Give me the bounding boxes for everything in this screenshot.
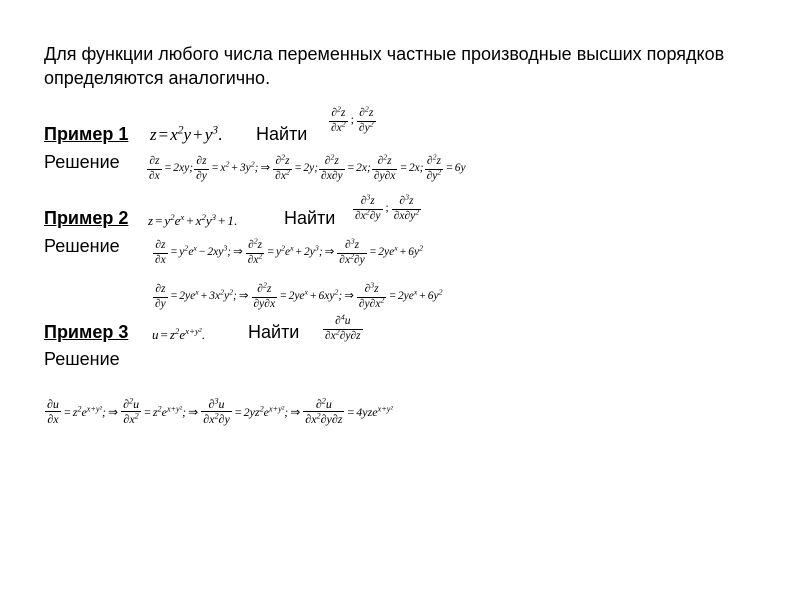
example2-label: Пример 2 [44, 208, 129, 228]
example3-find-targets: $\frac{\partial^4u}{\partial x^2\partial y\partial z}$ [325, 312, 361, 342]
intro-text: Для функции любого числа переменных частные производные высших порядков определяются аналогично. [44, 44, 725, 88]
example1-label: Пример 1 [44, 124, 129, 144]
example1-find-targets: $\frac{\partial^2z}{\partial x^2}$ ; $\frac{\partial^2z}{\partial y^2}$ [331, 104, 374, 134]
example1-solution: $\frac{\partial z}{\partial x}$ = 2xy; $\frac{\partial z}{\partial y}$ = $x^2$ + $3y^2$; ⇒ $\frac{\partial^2z}{\partial x^2}$ = 2y; $\frac{\partial^2z}{\partial x\partial y}$ = 2x; $\frac{\partial^2z}{\partial y\partial x}$ = 2x; $\frac{\partial^2z}{\partial y^2}$ = 6y [149, 152, 466, 182]
example3-function: u = $z^2e^{x+y^2}$ . [152, 326, 205, 342]
example1-solution-label: Решение [44, 152, 120, 172]
example3-find: Найти [248, 322, 300, 342]
example2-solution-line2: $\frac{\partial z}{\partial y}$ = $2ye^x$ + $3x^2y^2$; ⇒ $\frac{\partial^2z}{\partial y\partial x}$ = $2ye^x$ + $6xy^2$; ⇒ $\frac{\partial^3z}{\partial y\partial x^2}$ = $2ye^x$ + $6y^2$ [155, 280, 443, 310]
example1-find: Найти [256, 124, 308, 144]
example3-solution: $\frac{\partial u}{\partial x}$ = $z^2e^{x+y^2}$; ⇒ $\frac{\partial^2u}{\partial x^2}$ = $z^2e^{x+y^2}$; ⇒ $\frac{\partial^3u}{\partial x^2\partial y}$ = $2yz^2e^{x+y^2}$; ⇒ $\frac{\partial^2u}{\partial x^2\partial y\partial z}$ = 4yze$^{x+y^2}$ [47, 396, 393, 426]
example3-solution-label: Решение [44, 349, 120, 369]
example2-function: z = $y^2e^x$ + $x^2y^3$ + 1 . [148, 212, 238, 228]
example2-find: Найти [284, 208, 336, 228]
example3-label: Пример 3 [44, 322, 129, 342]
example2-solution-line1: $\frac{\partial z}{\partial x}$ = $y^2e^x$ − $2xy^3$; ⇒ $\frac{\partial^2z}{\partial x^2}$ = $y^2e^x$ + $2y^3$; ⇒ $\frac{\partial^3z}{\partial x^2\partial y}$ = $2ye^x$ + $6y^2$ [155, 236, 423, 266]
example2-solution-label: Решение [44, 236, 120, 256]
example2-find-targets: $\frac{\partial^3z}{\partial x^2\partial y}$ ; $\frac{\partial^3z}{\partial x\partial y^2}$ [355, 192, 420, 222]
example1-function: z = $x^2y$ + $y^3$ . [150, 123, 223, 144]
